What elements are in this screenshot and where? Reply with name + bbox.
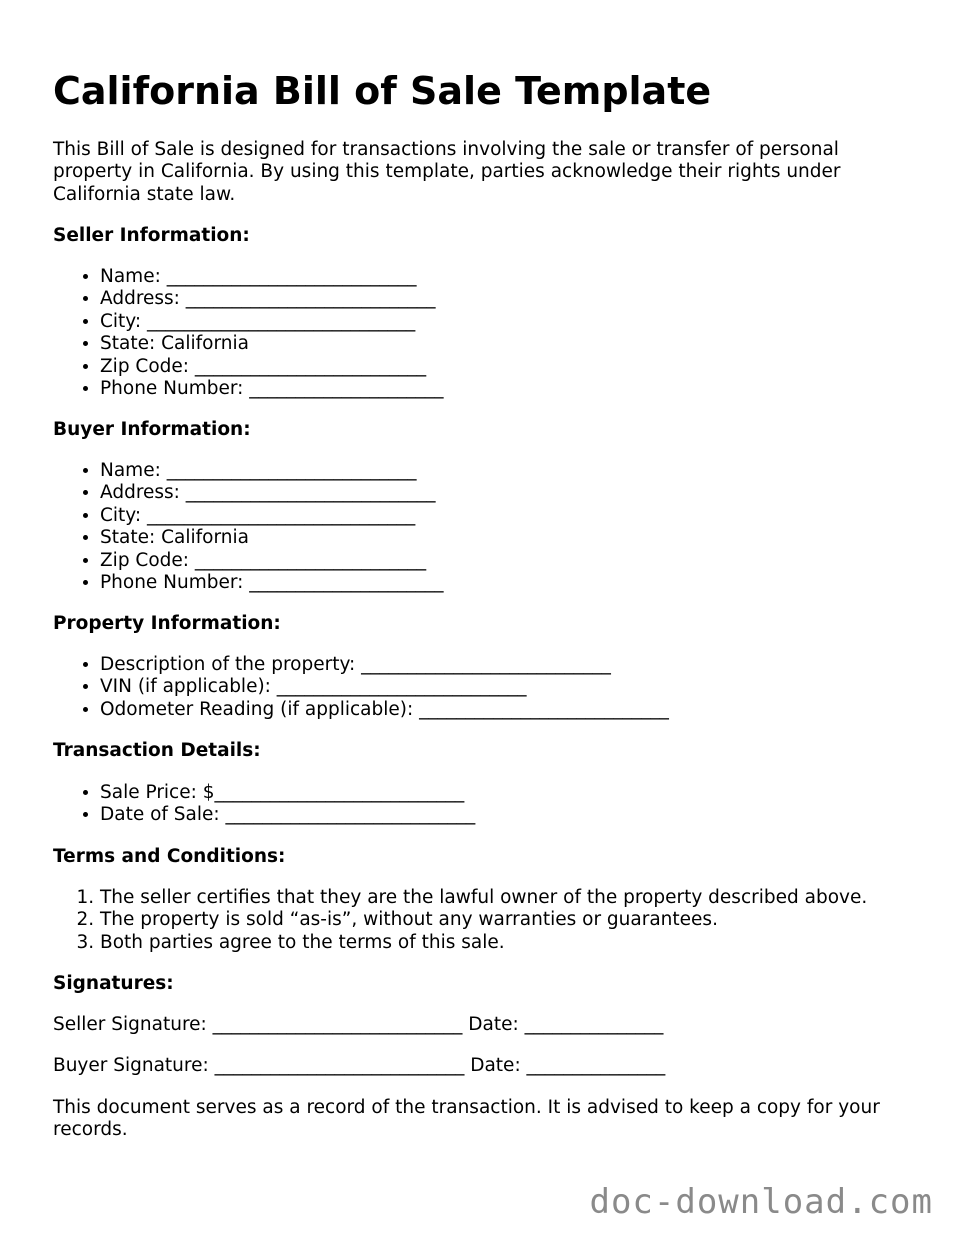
buyer-zip-field: • Zip Code: _________________________ — [100, 550, 444, 572]
signatures-heading: Signatures: — [53, 973, 174, 994]
terms-heading: Terms and Conditions: — [53, 846, 286, 867]
term-item: 3. Both parties agree to the terms of this sale. — [100, 932, 867, 954]
seller-fields — [53, 266, 444, 400]
watermark: doc-download.com — [589, 1182, 933, 1222]
seller-city-field: • City: _____________________________ — [100, 311, 444, 333]
buyer-name-field: • Name: ___________________________ — [100, 460, 444, 482]
seller-signature-line: Seller Signature: ___________________________ Date: _______________ — [53, 1014, 664, 1035]
buyer-fields — [53, 460, 444, 594]
buyer-heading: Buyer Information: — [53, 419, 251, 440]
sale-price-field: • Sale Price: $___________________________ — [100, 782, 475, 804]
property-heading: Property Information: — [53, 613, 281, 634]
seller-address-field: • Address: ___________________________ — [100, 288, 444, 310]
buyer-city-field: • City: _____________________________ — [100, 505, 444, 527]
terms-list — [53, 887, 867, 954]
seller-state-field: • State: California — [100, 333, 444, 355]
seller-name-field: • Name: ___________________________ — [100, 266, 444, 288]
property-odometer-field: • Odometer Reading (if applicable): ___________________________ — [100, 699, 669, 721]
buyer-address-field: • Address: ___________________________ — [100, 482, 444, 504]
intro-paragraph: This Bill of Sale is designed for transactions involving the sale or transfer of personal property in California. By using this template, parties acknowledge their rights under California state law. — [53, 139, 841, 205]
property-vin-field: • VIN (if applicable): ___________________________ — [100, 676, 669, 698]
term-item: 2. The property is sold “as-is”, without any warranties or guarantees. — [100, 909, 867, 931]
buyer-state-field: • State: California — [100, 527, 444, 549]
sale-date-field: • Date of Sale: ___________________________ — [100, 804, 475, 826]
transaction-heading: Transaction Details: — [53, 740, 261, 761]
term-item: 1. The seller certifies that they are the lawful owner of the property described above. — [100, 887, 867, 909]
closing-paragraph: This document serves as a record of the transaction. It is advised to keep a copy for your records. — [53, 1097, 880, 1141]
seller-heading: Seller Information: — [53, 225, 250, 246]
transaction-fields — [53, 782, 475, 827]
seller-zip-field: • Zip Code: _________________________ — [100, 356, 444, 378]
seller-phone-field: • Phone Number: _____________________ — [100, 378, 444, 400]
property-fields — [53, 654, 669, 721]
buyer-phone-field: • Phone Number: _____________________ — [100, 572, 444, 594]
document-title: California Bill of Sale Template — [53, 69, 712, 113]
property-description-field: • Description of the property: ___________________________ — [100, 654, 669, 676]
buyer-signature-line: Buyer Signature: ___________________________ Date: _______________ — [53, 1055, 666, 1076]
